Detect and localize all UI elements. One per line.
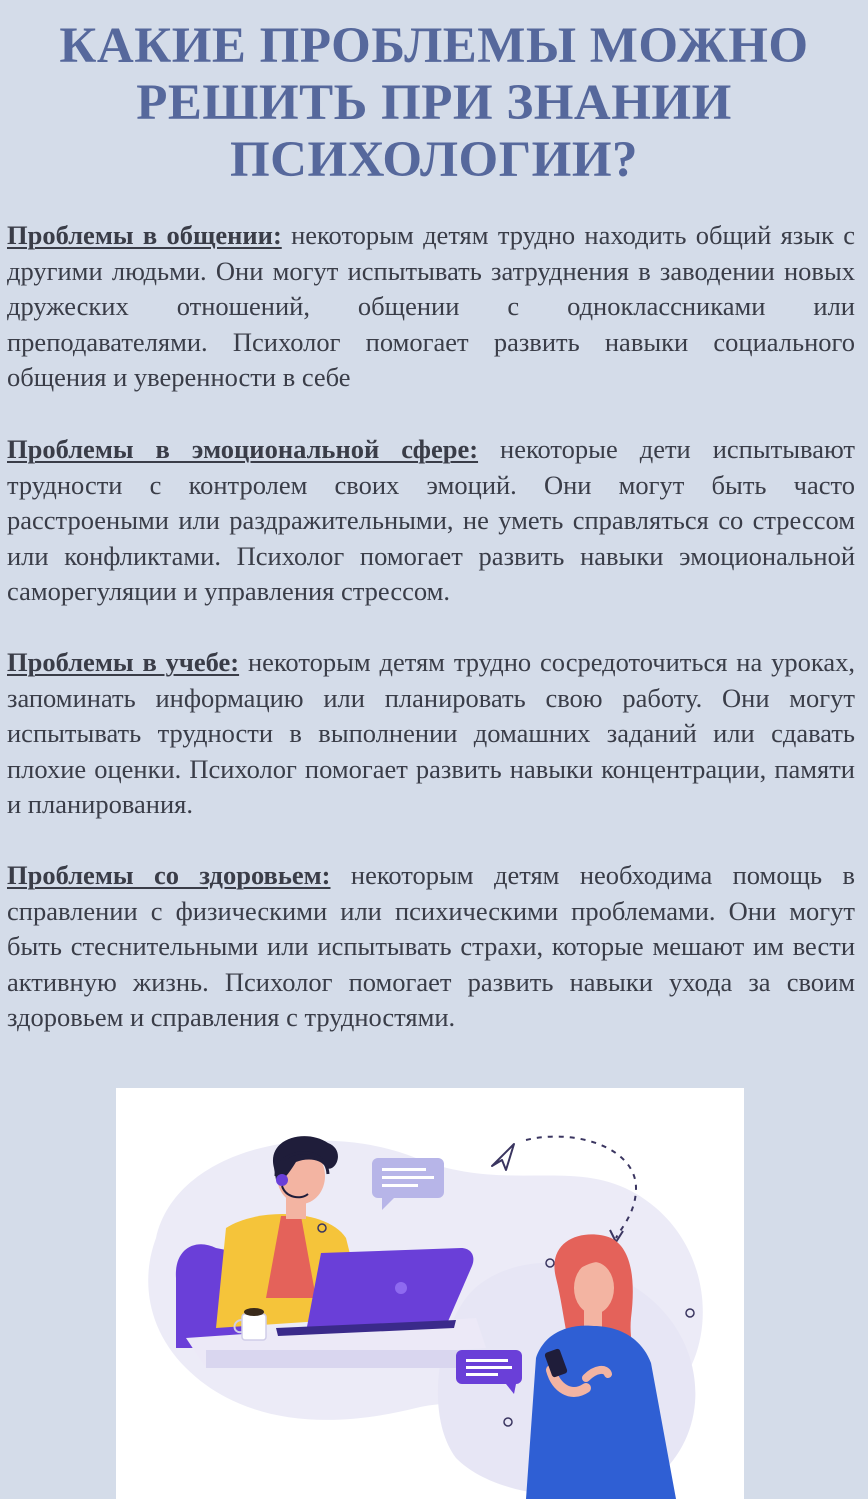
title-line-3: ПСИХОЛОГИИ? [230,132,638,188]
title-line-1: КАКИЕ ПРОБЛЕМЫ МОЖНО [59,18,809,74]
page-title [0,18,868,189]
section-text: некоторым детям трудно находить общий язык с другими людьми. Они могут испытывать затруднения в заводении новых дружеских отношений, общении с одноклассниками или преподавателями. Психолог помогает развить навыки социального общения и уверенности в себе [7,220,855,392]
section-emotional [7,432,855,610]
desk-front [206,1350,486,1368]
section-study [7,645,855,823]
section-health [7,858,855,1036]
section-text: некоторым детям трудно сосредоточиться на уроках, запоминать информацию или планировать свою работу. Они могут испытывать трудности в выполнении домашних заданий или сдавать плохие оценки. Психолог помогает развить навыки концентрации, памяти и планирования. [7,647,855,819]
section-text: некоторым детям необходима помощь в справлении с физическими или психическими проблемами. Они могут быть стеснительными или испытывать страхи, которые мешают им вести активную жизнь. Психолог помогает развить навыки ухода за своим здоровьем и справления с трудностями. [7,860,855,1032]
section-heading: Проблемы в общении: [7,220,282,250]
section-heading: Проблемы в эмоциональной сфере: [7,434,479,464]
counseling-illustration [116,1088,744,1499]
section-text: некоторые дети испытывают трудности с контролем своих эмоций. Они могут быть часто расстроеными или раздражительными, не уметь справляться со стрессом или конфликтами. Психолог помогает развить навыки эмоциональной саморегуляции и управления стрессом. [7,434,855,606]
title-line-2: РЕШИТЬ ПРИ ЗНАНИИ [136,75,732,131]
section-heading: Проблемы со здоровьем: [7,860,331,890]
section-communication [7,218,855,396]
section-heading: Проблемы в учебе: [7,647,240,677]
